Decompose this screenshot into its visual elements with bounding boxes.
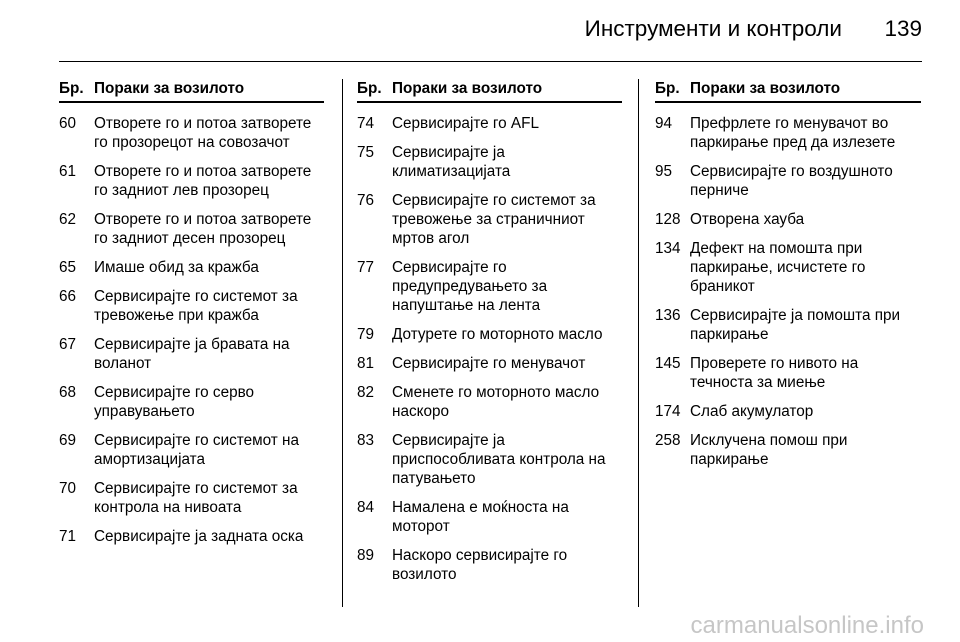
message-text: Сервисирајте го системот на амортизацијата (94, 432, 300, 468)
table-row (357, 258, 622, 315)
table-header (655, 79, 921, 101)
table-row (655, 239, 921, 296)
table-row (357, 546, 622, 584)
message-column-2 (357, 79, 622, 584)
message-text: Сервисирајте го AFL (392, 115, 539, 132)
table-row (59, 479, 324, 517)
message-number: 89 (357, 547, 375, 564)
message-number: 77 (357, 259, 375, 276)
message-text: Отворете го и потоа затворете го задниот лев прозорец (94, 163, 312, 199)
table-header (357, 79, 622, 101)
message-number: 70 (59, 480, 77, 497)
table-row (357, 498, 622, 536)
header-divider (59, 61, 922, 62)
column-divider-2 (638, 79, 639, 607)
table-row (59, 335, 324, 373)
table-header (59, 79, 324, 101)
table-row (357, 191, 622, 248)
message-text: Намалена е моќноста на моторот (392, 499, 569, 535)
message-number: 62 (59, 211, 77, 228)
message-number: 134 (655, 240, 681, 257)
message-number: 128 (655, 211, 681, 228)
message-text: Сервисирајте го системот за тревожење за страничниот мртов агол (392, 192, 596, 247)
page-number: 139 (884, 16, 922, 41)
table-row (357, 431, 622, 488)
message-number: 74 (357, 115, 375, 132)
message-number: 68 (59, 384, 77, 401)
table-row (655, 354, 921, 392)
message-number: 69 (59, 432, 77, 449)
message-number: 71 (59, 528, 77, 545)
message-text: Слаб акумулатор (690, 403, 814, 420)
message-text: Сервисирајте го системот за тревожење при кражба (94, 288, 298, 324)
page-title: Инструменти и контроли (584, 16, 842, 41)
message-number: 95 (655, 163, 673, 180)
message-number: 76 (357, 192, 375, 209)
message-text: Исклучена помош при паркирање (690, 432, 848, 468)
table-row (357, 354, 622, 373)
message-text: Отворете го и потоа затворете го задниот десен прозорец (94, 211, 312, 247)
message-text: Сервисирајте го воздушното перниче (690, 163, 893, 199)
message-text: Сервисирајте го серво управувањето (94, 384, 255, 420)
message-column-1 (59, 79, 324, 546)
message-number: 82 (357, 384, 375, 401)
table-row (655, 210, 921, 229)
column-divider-1 (342, 79, 343, 607)
message-number: 79 (357, 326, 375, 343)
message-number: 67 (59, 336, 77, 353)
table-row (59, 431, 324, 469)
message-number: 258 (655, 432, 681, 449)
table-header-rule (357, 101, 622, 103)
message-number: 60 (59, 115, 77, 132)
message-text: Сервисирајте ја приспособливата контрола на патувањето (392, 432, 606, 487)
watermark: carmanualsonline.info (690, 612, 924, 639)
message-text: Имаше обид за кражба (94, 259, 259, 276)
table-row (357, 143, 622, 181)
message-number: 145 (655, 355, 681, 372)
table-row (655, 114, 921, 152)
message-text: Сервисирајте го системот за контрола на нивоата (94, 480, 298, 516)
column-header-number: Бр. (655, 80, 680, 97)
message-text: Сервисирајте го предупредувањето за напуштање на лента (392, 259, 548, 314)
column-header-number: Бр. (357, 80, 382, 97)
message-number: 81 (357, 355, 375, 372)
column-header-message: Пораки за возилото (690, 80, 841, 97)
message-column-3 (655, 79, 921, 469)
table-row (59, 210, 324, 248)
message-number: 65 (59, 259, 77, 276)
message-number: 94 (655, 115, 673, 132)
table-row (357, 114, 622, 133)
column-header-message: Пораки за возилото (392, 80, 543, 97)
message-number: 84 (357, 499, 375, 516)
message-text: Отворете го и потоа затворете го прозорецот на совозачот (94, 115, 312, 151)
message-number: 61 (59, 163, 77, 180)
table-row (59, 258, 324, 277)
table-header-rule (655, 101, 921, 103)
message-text: Префрлете го менувачот во паркирање пред да излезете (690, 115, 896, 151)
table-row (655, 162, 921, 200)
message-text: Отворена хауба (690, 211, 805, 228)
message-text: Сменете го моторното масло наскоро (392, 384, 600, 420)
table-row (59, 383, 324, 421)
message-number: 174 (655, 403, 681, 420)
table-row (357, 383, 622, 421)
table-row (59, 114, 324, 152)
message-number: 136 (655, 307, 681, 324)
message-text: Сервисирајте ја климатизацијата (392, 144, 511, 180)
table-row (655, 402, 921, 421)
table-row (655, 431, 921, 469)
table-row (59, 287, 324, 325)
table-row (59, 527, 324, 546)
message-text: Дефект на помошта при паркирање, исчистете го браникот (690, 240, 866, 295)
column-header-message: Пораки за возилото (94, 80, 245, 97)
message-text: Сервисирајте ја бравата на воланот (94, 336, 290, 372)
table-row (59, 162, 324, 200)
table-row (655, 306, 921, 344)
message-text: Сервисирајте го менувачот (392, 355, 586, 372)
message-text: Дотурете го моторното масло (392, 326, 603, 343)
message-text: Наскоро сервисирајте го возилото (392, 547, 568, 583)
table-row (357, 325, 622, 344)
message-text: Проверете го нивото на течноста за миење (690, 355, 859, 391)
column-header-number: Бр. (59, 80, 84, 97)
table-header-rule (59, 101, 324, 103)
message-number: 83 (357, 432, 375, 449)
message-number: 75 (357, 144, 375, 161)
message-text: Сервисирајте ја задната оска (94, 528, 304, 545)
message-text: Сервисирајте ја помошта при паркирање (690, 307, 901, 343)
message-number: 66 (59, 288, 77, 305)
